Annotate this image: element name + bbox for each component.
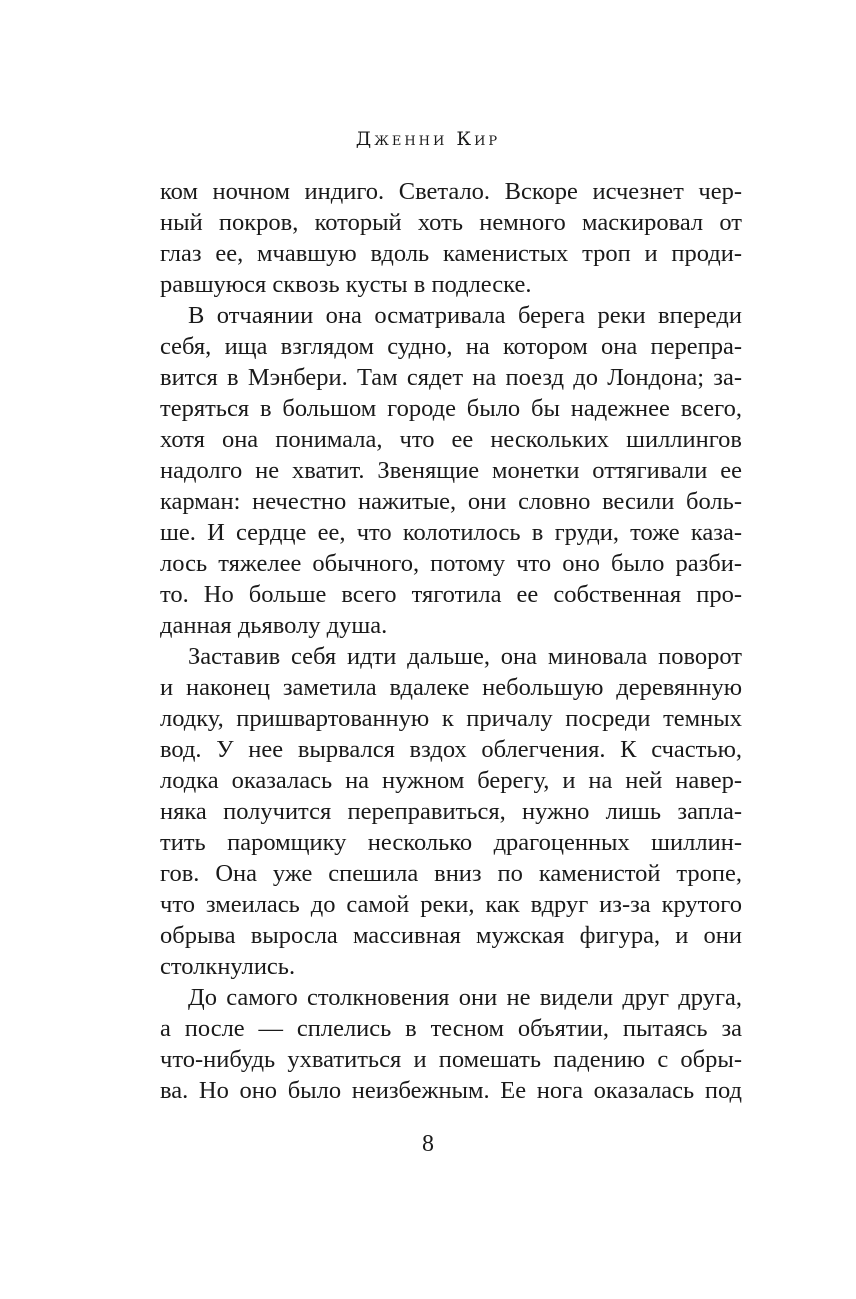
text-line: данная дьяволу душа. bbox=[160, 612, 388, 639]
text-line: себя, ища взглядом судно, на котором она перепра- bbox=[160, 333, 742, 360]
paragraph bbox=[160, 176, 742, 300]
text-line: лодку, пришвартованную к причалу посреди темных bbox=[160, 705, 742, 732]
text-line: обрыва выросла массивная мужская фигура, и они bbox=[160, 922, 742, 949]
paragraph bbox=[160, 641, 742, 982]
text-line: Заставив себя идти дальше, она миновала поворот bbox=[188, 643, 742, 670]
paragraph bbox=[160, 300, 742, 641]
text-line: вится в Мэнбери. Там сядет на поезд до Лондона; за- bbox=[160, 364, 742, 391]
paragraph bbox=[160, 982, 742, 1106]
text-line: то. Но больше всего тяготила ее собственная про- bbox=[160, 581, 742, 608]
text-line: ком ночном индиго. Светало. Вскоре исчезнет чер- bbox=[160, 178, 742, 205]
text-line: няка получится переправиться, нужно лишь запла- bbox=[160, 798, 742, 825]
text-line: что змеилась до самой реки, как вдруг из-за крутого bbox=[160, 891, 742, 918]
text-line: лодка оказалась на нужном берегу, и на ней навер- bbox=[160, 767, 742, 794]
page-number: 8 bbox=[422, 1131, 434, 1157]
text-line: ше. И сердце ее, что колотилось в груди, тоже каза- bbox=[160, 519, 742, 546]
text-line: вод. У нее вырвался вздох облегчения. К счастью, bbox=[160, 736, 742, 763]
text-line: столкнулись. bbox=[160, 953, 296, 980]
text-line: надолго не хватит. Звенящие монетки оттягивали ее bbox=[160, 457, 742, 484]
text-line: теряться в большом городе было бы надежнее всего, bbox=[160, 395, 742, 422]
text-line: лось тяжелее обычного, потому что оно было разби- bbox=[160, 550, 742, 577]
text-line: ва. Но оно было неизбежным. Ее нога оказалась под bbox=[160, 1077, 742, 1104]
text-line: ный покров, который хоть немного маскировал от bbox=[160, 209, 742, 236]
text-line: и наконец заметила вдалеке небольшую деревянную bbox=[160, 674, 742, 701]
text-line: В отчаянии она осматривала берега реки впереди bbox=[188, 302, 742, 329]
text-line: равшуюся сквозь кусты в подлеске. bbox=[160, 271, 532, 298]
text-line: а после — сплелись в тесном объятии, пытаясь за bbox=[160, 1015, 742, 1042]
body-text bbox=[160, 176, 742, 1106]
text-line: гов. Она уже спешила вниз по каменистой тропе, bbox=[160, 860, 742, 887]
text-line: карман: нечестно нажитые, они словно весили боль- bbox=[160, 488, 742, 515]
text-line: глаз ее, мчавшую вдоль каменистых троп и проди- bbox=[160, 240, 742, 267]
text-line: что-нибудь ухватиться и помешать падению с обры- bbox=[160, 1046, 742, 1073]
text-line: хотя она понимала, что ее нескольких шиллингов bbox=[160, 426, 742, 453]
running-header: Дженни Кир bbox=[355, 128, 501, 150]
text-line: До самого столкновения они не видели друг друга, bbox=[188, 984, 742, 1011]
text-line: тить паромщику несколько драгоценных шиллин- bbox=[160, 829, 742, 856]
